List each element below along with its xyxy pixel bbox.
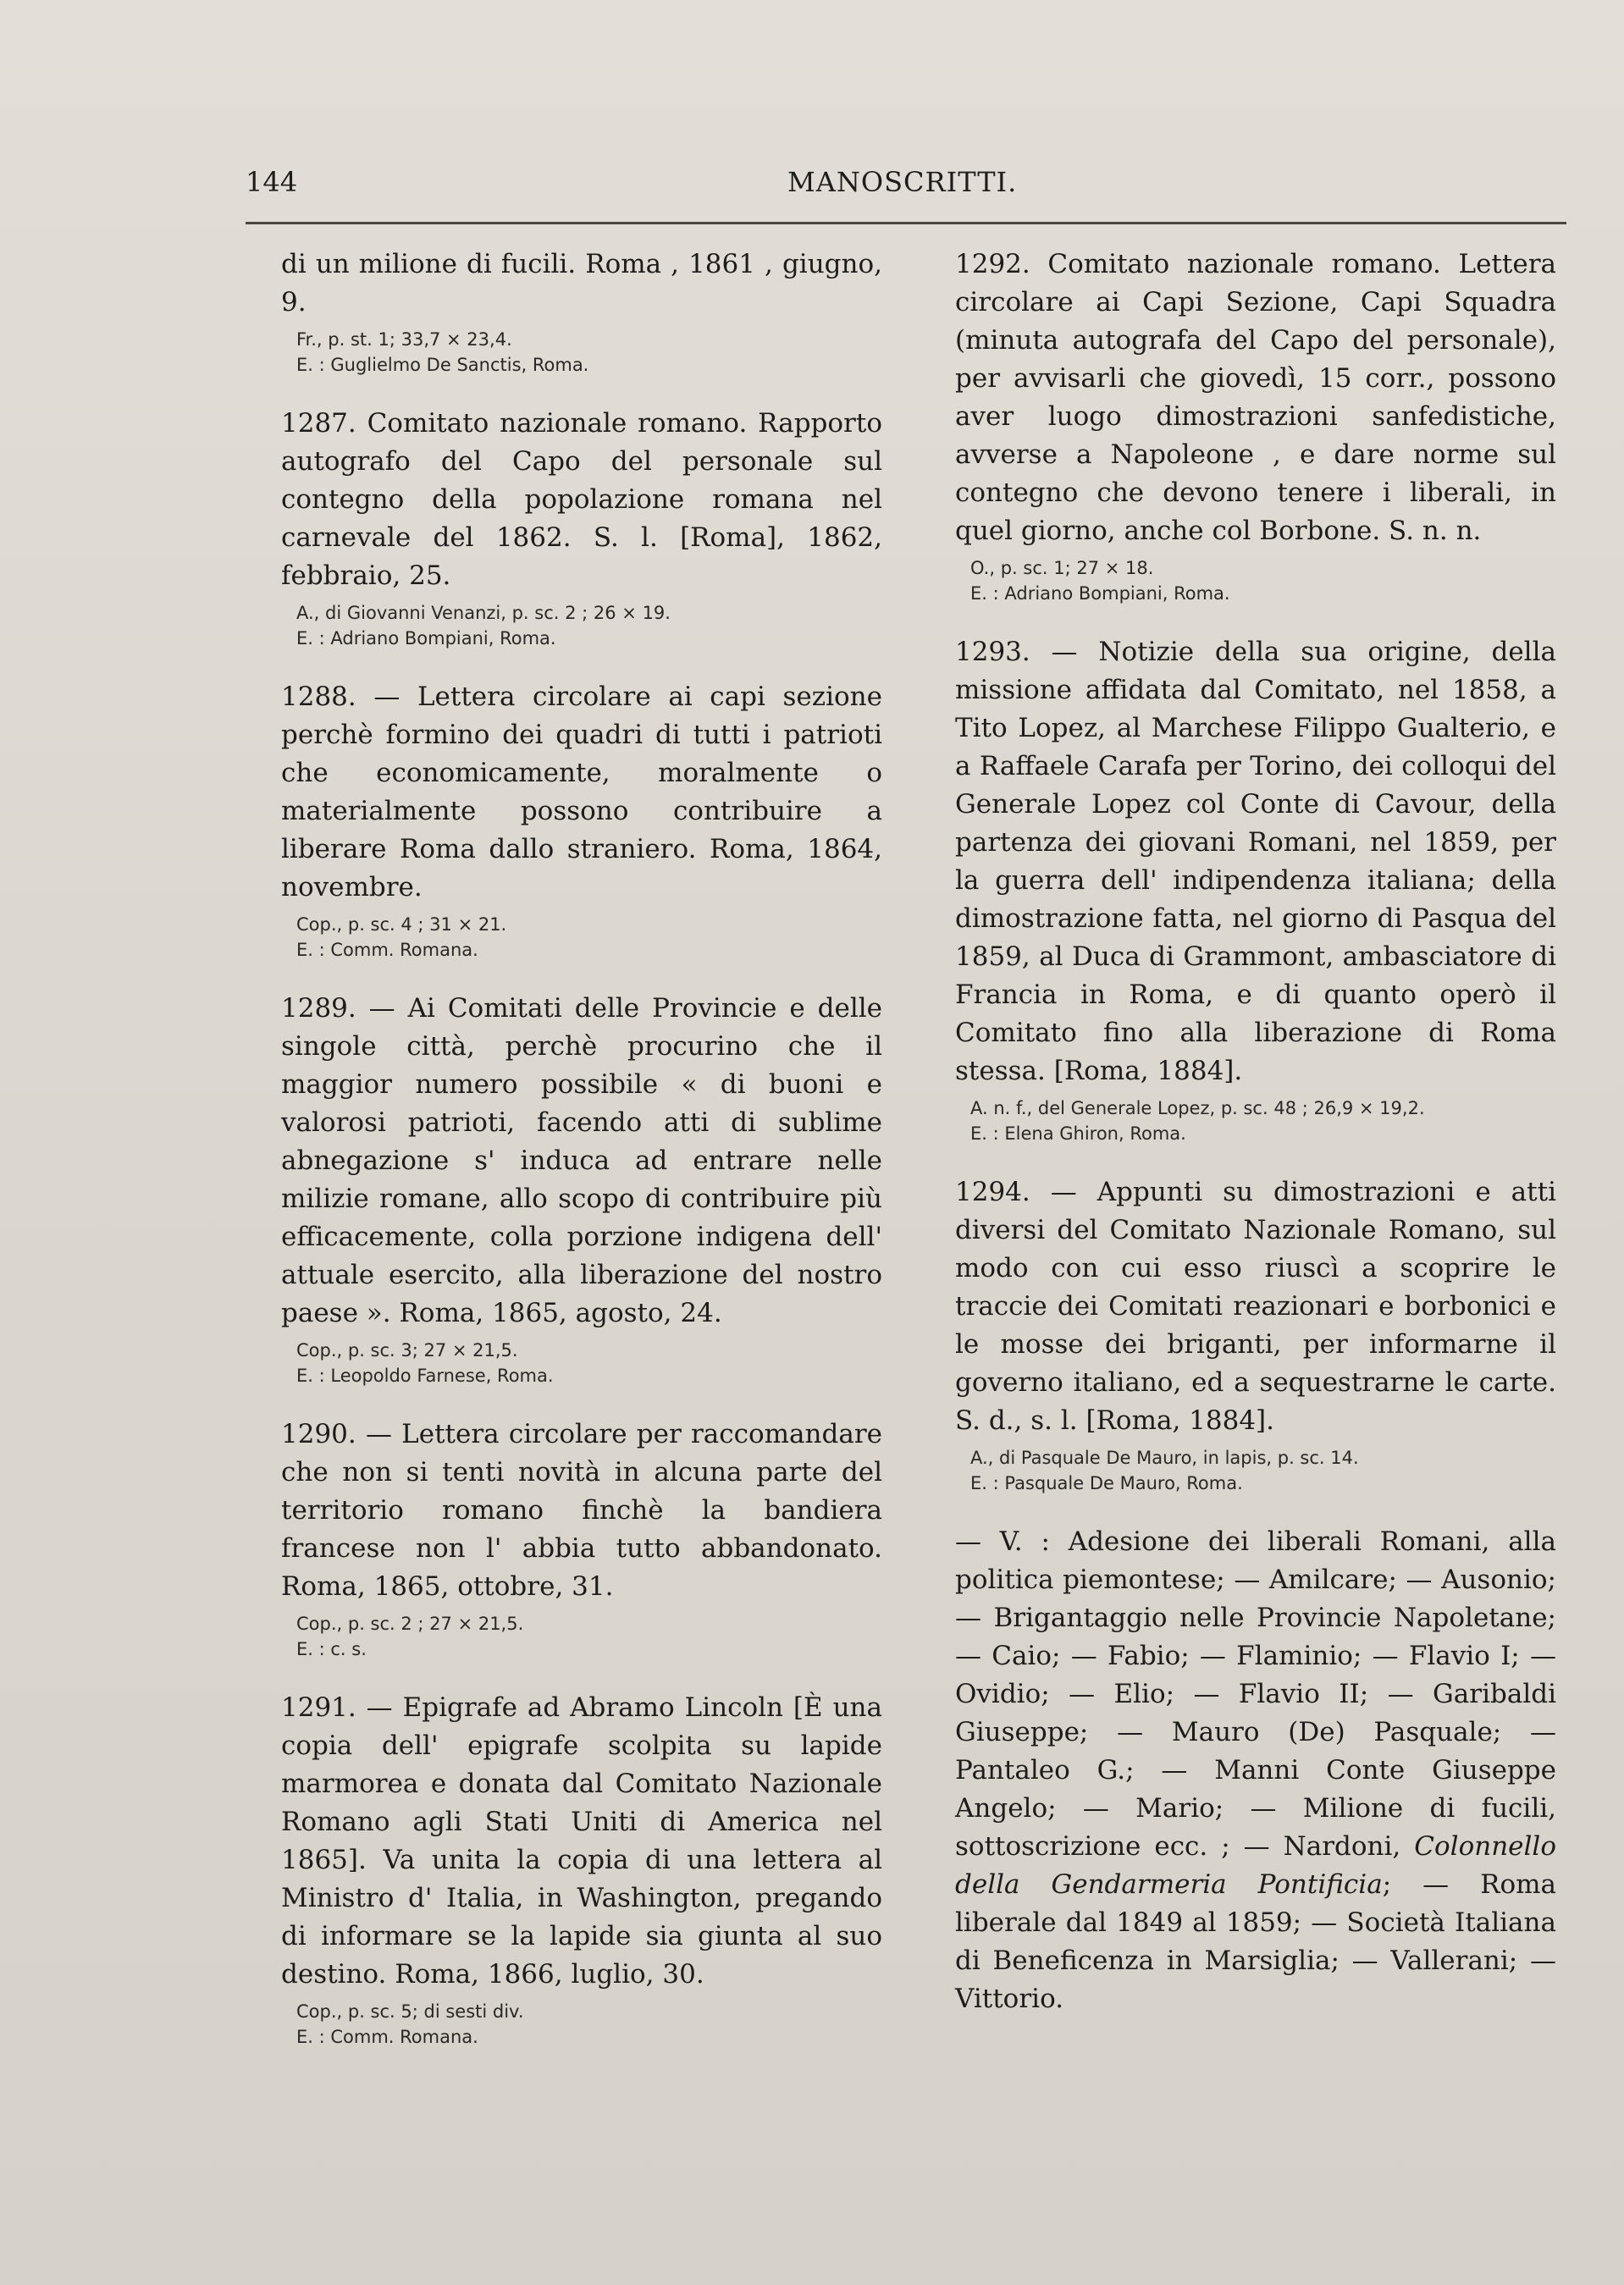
entry-notes (281, 912, 882, 963)
index-text-part1: — V. : Adesione dei liberali Romani, alla politica piemontese; — Amilcare; — Ausonio; — Brigantaggio nelle Provincie Napoletane; — Caio; — Fabio; — Flaminio; — Flavio I; — Ovidio; — Elio; — Flavio II; — Garibaldi Giuseppe; — Mauro (De) Pasquale; — Pantaleo G.; — Manni Conte Giuseppe Angelo; — Mario; — Milione di fucili, sottoscrizione ecc. ; — Nardoni, (955, 1526, 1556, 1862)
index-text (955, 1523, 1556, 2018)
entry-1294 (955, 1173, 1556, 1496)
entry-text: di un milione di fucili. Roma , 1861 , giugno, 9. (281, 249, 882, 317)
note-owner: E. : Elena Ghiron, Roma. (970, 1123, 1186, 1144)
entry-1289 (281, 990, 882, 1388)
entry-notes (955, 555, 1556, 606)
note-description: Cop., p. sc. 4 ; 31 × 21. (296, 914, 507, 935)
note-owner: E. : Adriano Bompiani, Roma. (296, 628, 556, 649)
entry-1293 (955, 633, 1556, 1146)
entry-text: 1289. — Ai Comitati delle Provincie e delle singole città, perchè procurino che il maggior numero possibile « di buoni e valorosi patrioti, facendo atti di sublime abnegazione s' induca ad entrare nelle milizie romane, allo scopo di contribuire più efficacemente, colla porzione indigena dell' attuale esercito, alla liberazione del nostro paese ». Roma, 1865, agosto, 24. (281, 993, 882, 1328)
note-owner: E. : c. s. (296, 1639, 367, 1659)
entry-notes (281, 1338, 882, 1388)
cross-reference-index (955, 1523, 1556, 2018)
page-header (246, 166, 1566, 208)
header-rule (246, 222, 1566, 224)
note-owner: E. : Comm. Romana. (296, 2027, 478, 2047)
page-number: 144 (246, 166, 298, 198)
note-owner: E. : Comm. Romana. (296, 940, 478, 960)
note-description: A. n. f., del Generale Lopez, p. sc. 48 ; 26,9 × 19,2. (970, 1098, 1425, 1118)
index-text-part2: ; — Roma liberale dal 1849 al 1859; — Società Italiana di Beneficenza in Marsiglia; — Vallerani; — Vittorio. (955, 1869, 1556, 2014)
note-description: Cop., p. sc. 5; di sesti div. (296, 2001, 524, 2022)
note-description: Cop., p. sc. 2 ; 27 × 21,5. (296, 1614, 524, 1634)
entry-text: 1290. — Lettera circolare per raccomandare che non si tenti novità in alcuna parte del territorio romano finchè la bandiera francese non l' abbia tutto abbandonato. Roma, 1865, ottobre, 31. (281, 1419, 882, 1602)
entry-notes (281, 327, 882, 378)
entry-notes (281, 1999, 882, 2050)
note-description: O., p. sc. 1; 27 × 18. (970, 558, 1154, 578)
entry-notes (955, 1445, 1556, 1496)
entry-1291 (281, 1689, 882, 2050)
entry-1290 (281, 1416, 882, 1662)
note-description: Cop., p. sc. 3; 27 × 21,5. (296, 1340, 518, 1361)
entry-1288 (281, 678, 882, 963)
entry-text: 1292. Comitato nazionale romano. Lettera circolare ai Capi Sezione, Capi Squadra (minuta autografa del Capo del personale), per avvisarli che giovedì, 15 corr., possono aver luogo dimostrazioni sanfedistiche, avverse a Napoleone , e dare norme sul contegno che devono tenere i liberali, in quel giorno, anche col Borbone. S. n. n. (955, 249, 1556, 546)
left-column (281, 246, 882, 2077)
right-column (955, 246, 1556, 2045)
note-description: A., di Pasquale De Mauro, in lapis, p. sc. 14. (970, 1448, 1359, 1468)
running-title: MANOSCRITTI. (787, 166, 1018, 198)
entry-notes (955, 1096, 1556, 1146)
entry-text: 1291. — Epigrafe ad Abramo Lincoln [È una copia dell' epigrafe scolpita su lapide marmorea e donata dal Comitato Nazionale Romano agli Stati Uniti di America nel 1865]. Va unita la copia di una lettera al Ministro d' Italia, in Washington, pregando di informare se la lapide sia giunta al suo destino. Roma, 1866, luglio, 30. (281, 1692, 882, 1990)
entry-text: 1287. Comitato nazionale romano. Rapporto autografo del Capo del personale sul contegno della popolazione romana nel carnevale del 1862. S. l. [Roma], 1862, febbraio, 25. (281, 408, 882, 591)
index-italic-term: Colonnello della Gendarmeria Pontificia (955, 1831, 1557, 1900)
entry-text: 1294. — Appunti su dimostrazioni e atti diversi del Comitato Nazionale Romano, sul modo con cui esso riuscì a scoprire le traccie dei Comitati reazionari e borbonici e le mosse dei briganti, per informarne il governo italiano, ed a sequestrarne le carte. S. d., s. l. [Roma, 1884]. (955, 1177, 1556, 1436)
note-owner: E. : Guglielmo De Sanctis, Roma. (296, 355, 589, 375)
note-description: A., di Giovanni Venanzi, p. sc. 2 ; 26 × 19. (296, 603, 671, 623)
note-owner: E. : Adriano Bompiani, Roma. (970, 583, 1230, 604)
entry-1292 (955, 246, 1556, 606)
note-owner: E. : Pasquale De Mauro, Roma. (970, 1473, 1243, 1493)
entry-1286-continued (281, 246, 882, 378)
entry-1287 (281, 405, 882, 651)
note-owner: E. : Leopoldo Farnese, Roma. (296, 1366, 554, 1386)
entry-notes (281, 1611, 882, 1662)
entry-text: 1293. — Notizie della sua origine, della missione affidata dal Comitato, nel 1858, a Tito Lopez, al Marchese Filippo Gualterio, e a Raffaele Carafa per Torino, dei colloqui del Generale Lopez col Conte di Cavour, della partenza dei giovani Romani, nel 1859, per la guerra dell' indipendenza italiana; della dimostrazione fatta, nel giorno di Pasqua del 1859, al Duca di Grammont, ambasciatore di Francia in Roma, e di quanto operò il Comitato fino alla liberazione di Roma stessa. [Roma, 1884]. (955, 637, 1556, 1086)
entry-notes (281, 600, 882, 651)
entry-text: 1288. — Lettera circolare ai capi sezione perchè formino dei quadri di tutti i patrioti che economicamente, moralmente o materialmente possono contribuire a liberare Roma dallo straniero. Roma, 1864, novembre. (281, 682, 882, 902)
note-description: Fr., p. st. 1; 33,7 × 23,4. (296, 329, 512, 350)
